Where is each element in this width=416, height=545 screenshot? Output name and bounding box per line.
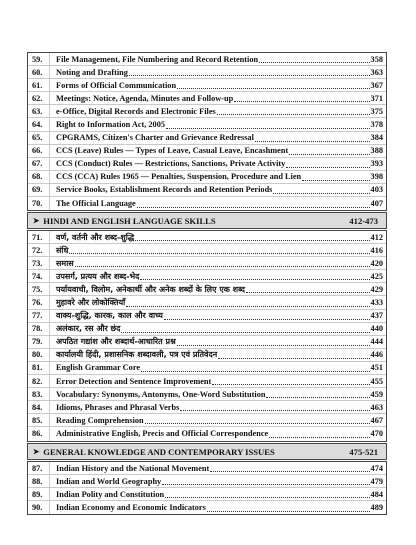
entry-page-number: 416 xyxy=(370,245,383,255)
entry-title-cell xyxy=(50,375,386,387)
entry-title: Indian and World Geography xyxy=(56,476,162,486)
entry-title: Idioms, Phrases and Phrasal Verbs xyxy=(56,402,180,412)
entry-title: समास xyxy=(56,258,74,268)
entry-title-cell xyxy=(50,349,386,361)
entry-title-cell xyxy=(50,362,386,374)
section-title: GENERAL KNOWLEDGE AND CONTEMPORARY ISSUES xyxy=(43,446,275,457)
entry-number: 84. xyxy=(28,401,50,413)
toc-entry xyxy=(28,197,386,210)
entry-number: 61. xyxy=(28,79,50,91)
entry-title-cell xyxy=(50,488,386,500)
entry-page-number: 459 xyxy=(370,389,383,399)
entry-title: File Management, File Numbering and Record Retention xyxy=(56,54,259,64)
entry-page-number: 388 xyxy=(370,146,383,156)
entry-number: 83. xyxy=(28,388,50,400)
entry-number: 74. xyxy=(28,270,50,282)
entry-page-number: 412 xyxy=(370,232,383,242)
entry-number: 70. xyxy=(28,197,50,210)
section-page-range: 412-473 xyxy=(349,215,378,226)
entry-title: मुहावरे और लोकोक्तियाँ xyxy=(56,298,126,308)
toc-entry xyxy=(28,145,386,158)
entry-page-number: 484 xyxy=(370,489,383,499)
entry-title-cell xyxy=(50,145,386,157)
entry-number: 73. xyxy=(28,257,50,269)
entry-title: CCS (Leave) Rules — Types of Leave, Casual Leave, Encashment xyxy=(56,146,289,156)
toc-entry xyxy=(28,118,386,131)
dot-leader xyxy=(164,312,370,320)
entry-page-number: 425 xyxy=(370,271,383,281)
entry-number: 88. xyxy=(28,475,50,487)
entry-title: Indian Polity and Constitution xyxy=(56,489,165,499)
dot-leader xyxy=(246,285,370,293)
entry-page-number: 375 xyxy=(370,106,383,116)
entry-title-cell xyxy=(50,323,386,335)
entry-title: CCS (CCA) Rules 1965 — Penalties, Suspension, Procedure and Lien xyxy=(56,172,302,182)
toc-entry xyxy=(28,105,386,118)
dot-leader xyxy=(141,364,370,372)
entry-title: Meetings: Notice, Agenda, Minutes and Follow-up xyxy=(56,93,234,103)
entry-number: 90. xyxy=(28,501,50,514)
chevron-right-icon: ➤ xyxy=(33,216,40,225)
entry-title: CPGRAMS, Citizen's Charter and Grievance Redressal xyxy=(56,133,254,143)
toc-entry xyxy=(28,171,386,184)
entry-title-cell xyxy=(50,244,386,256)
entry-title: पर्यायवाची, विलोम, अनेकार्थी और अनेक शब्दों के लिए एक शब्द xyxy=(56,284,246,294)
dot-leader xyxy=(273,186,369,194)
entry-number: 87. xyxy=(28,462,50,474)
toc-entry xyxy=(28,488,386,501)
dot-leader xyxy=(210,464,369,472)
entry-title: Reading Comprehension xyxy=(56,415,144,425)
entry-title-cell xyxy=(50,184,386,196)
dot-leader xyxy=(140,272,369,280)
toc-entry xyxy=(28,270,386,283)
entry-title-cell xyxy=(50,283,386,295)
dot-leader xyxy=(255,134,370,142)
entry-number: 63. xyxy=(28,105,50,117)
entry-number: 65. xyxy=(28,132,50,144)
dot-leader xyxy=(217,107,370,115)
entry-page-number: 393 xyxy=(370,159,383,169)
toc-entry xyxy=(28,427,386,440)
entry-title: e-Office, Digital Records and Electronic Files xyxy=(56,106,216,116)
entry-title-cell xyxy=(50,66,386,78)
entry-page-number: 398 xyxy=(370,172,383,182)
dot-leader xyxy=(121,325,369,333)
entry-title-cell xyxy=(50,257,386,269)
toc-entry xyxy=(28,257,386,270)
entry-page-number: 446 xyxy=(370,350,383,360)
entry-title-cell xyxy=(50,388,386,400)
entry-page-number: 451 xyxy=(370,363,383,373)
entry-title-cell xyxy=(50,270,386,282)
dot-leader xyxy=(177,81,369,89)
entry-title-cell xyxy=(50,336,386,348)
dot-leader xyxy=(302,173,369,181)
entry-page-number: 440 xyxy=(370,324,383,334)
entry-page-number: 470 xyxy=(370,429,383,439)
dot-leader xyxy=(145,416,370,424)
dot-leader xyxy=(137,200,370,208)
section-header-language-skills xyxy=(27,212,387,229)
entry-page-number: 455 xyxy=(370,376,383,386)
entry-title-cell xyxy=(50,475,386,487)
entry-page-number: 444 xyxy=(370,337,383,347)
entry-title: वर्ण, वर्तनी और शब्द-शुद्धि xyxy=(56,232,135,242)
dot-leader xyxy=(166,121,370,129)
dot-leader xyxy=(75,259,370,267)
dot-leader xyxy=(126,299,369,307)
dot-leader xyxy=(165,490,369,498)
entry-title: Right to Information Act, 2005 xyxy=(56,120,166,130)
toc-entry xyxy=(28,79,386,92)
entry-title-cell xyxy=(50,310,386,322)
entry-number: 76. xyxy=(28,296,50,308)
entry-number: 89. xyxy=(28,488,50,500)
toc-entry xyxy=(28,336,386,349)
toc-entry xyxy=(28,296,386,309)
toc-entry xyxy=(28,414,386,427)
dot-leader xyxy=(129,68,370,76)
entry-page-number: 463 xyxy=(370,402,383,412)
entry-number: 64. xyxy=(28,118,50,130)
entry-title: Administrative English, Precis and Official Correspondence xyxy=(56,429,269,439)
entry-title-cell xyxy=(50,427,386,440)
section-title: HINDI AND ENGLISH LANGUAGE SKILLS xyxy=(43,215,216,226)
entry-number: 62. xyxy=(28,92,50,104)
toc-block-language xyxy=(27,230,387,442)
entry-title: वाक्य-शुद्धि, कारक, काल और वाच्य xyxy=(56,311,163,321)
toc-entry xyxy=(28,475,386,488)
entry-title: संधि xyxy=(56,245,69,255)
dot-leader xyxy=(286,160,369,168)
entry-title: कार्यालयी हिंदी, प्रशासनिक शब्दावली, पत्र एवं प्रतिवेदन xyxy=(56,350,218,360)
entry-number: 67. xyxy=(28,158,50,170)
dot-leader xyxy=(266,390,369,398)
entry-page-number: 437 xyxy=(370,311,383,321)
entry-title: अपठित गद्यांश और शब्दार्थ-आधारित प्रश्न xyxy=(56,337,176,347)
dot-leader xyxy=(177,338,370,346)
dot-leader xyxy=(269,430,369,438)
entry-number: 72. xyxy=(28,244,50,256)
toc-entry xyxy=(28,132,386,145)
entry-title: Service Books, Establishment Records and Retention Periods xyxy=(56,185,273,195)
entry-title-cell xyxy=(50,231,386,243)
section-header-general-knowledge xyxy=(27,443,387,460)
entry-page-number: 363 xyxy=(370,67,383,77)
entry-page-number: 433 xyxy=(370,298,383,308)
entry-title-cell xyxy=(50,501,386,514)
entry-page-number: 467 xyxy=(370,415,383,425)
toc-entry xyxy=(28,462,386,475)
entry-title-cell xyxy=(50,462,386,474)
entry-page-number: 358 xyxy=(370,54,383,64)
entry-number: 68. xyxy=(28,171,50,183)
dot-leader xyxy=(162,477,369,485)
entry-page-number: 403 xyxy=(370,185,383,195)
entry-page-number: 429 xyxy=(370,284,383,294)
entry-page-number: 384 xyxy=(370,133,383,143)
section-page-range: 475-521 xyxy=(349,446,378,457)
entry-number: 71. xyxy=(28,231,50,243)
entry-title: उपसर्ग, प्रत्यय और शब्द-भेद xyxy=(56,271,140,281)
entry-title: Forms of Official Communication xyxy=(56,80,177,90)
dot-leader xyxy=(207,504,370,512)
entry-page-number: 378 xyxy=(370,120,383,130)
entry-title-cell xyxy=(50,92,386,104)
toc-block-general-knowledge xyxy=(27,461,387,515)
dot-leader xyxy=(69,246,369,254)
entry-title-cell xyxy=(50,79,386,91)
entry-page-number: 371 xyxy=(370,93,383,103)
toc-entry xyxy=(28,349,386,362)
toc-entry xyxy=(28,92,386,105)
entry-number: 85. xyxy=(28,414,50,426)
entry-title: अलंकार, रस और छंद xyxy=(56,324,121,334)
toc-entry xyxy=(28,184,386,197)
dot-leader xyxy=(212,377,369,385)
entry-title: Indian History and the National Movement xyxy=(56,463,210,473)
chevron-right-icon: ➤ xyxy=(33,447,40,456)
entry-number: 81. xyxy=(28,362,50,374)
entry-title-cell xyxy=(50,158,386,170)
toc-entry xyxy=(28,283,386,296)
toc-block-administration xyxy=(27,52,387,211)
entry-title-cell xyxy=(50,132,386,144)
dot-leader xyxy=(259,55,369,63)
entry-number: 75. xyxy=(28,283,50,295)
dot-leader xyxy=(180,403,369,411)
entry-number: 60. xyxy=(28,66,50,78)
entry-number: 77. xyxy=(28,310,50,322)
dot-leader xyxy=(234,94,369,102)
toc-entry xyxy=(28,53,386,66)
entry-page-number: 407 xyxy=(370,199,383,209)
entry-title: Vocabulary: Synonyms, Antonyms, One-Word Substitution xyxy=(56,389,266,399)
toc-entry xyxy=(28,244,386,257)
entry-number: 69. xyxy=(28,184,50,196)
dot-leader xyxy=(218,351,369,359)
toc-entry xyxy=(28,323,386,336)
entry-number: 66. xyxy=(28,145,50,157)
entry-title: CCS (Conduct) Rules — Restrictions, Sanctions, Private Activity xyxy=(56,159,286,169)
entry-page-number: 479 xyxy=(370,476,383,486)
entry-title: Error Detection and Sentence Improvement xyxy=(56,376,212,386)
entry-title-cell xyxy=(50,105,386,117)
entry-page-number: 367 xyxy=(370,80,383,90)
entry-title: English Grammar Core xyxy=(56,363,141,373)
toc-entry xyxy=(28,388,386,401)
dot-leader xyxy=(289,147,369,155)
entry-title-cell xyxy=(50,296,386,308)
toc-entry xyxy=(28,66,386,79)
entry-number: 82. xyxy=(28,375,50,387)
entry-number: 59. xyxy=(28,53,50,65)
entry-page-number: 489 xyxy=(370,503,383,513)
toc-entry xyxy=(28,501,386,514)
dot-leader xyxy=(135,233,369,241)
entry-title-cell xyxy=(50,53,386,65)
entry-title-cell xyxy=(50,118,386,130)
entry-title: The Official Language xyxy=(56,199,136,209)
entry-title: Indian Economy and Economic Indicators xyxy=(56,503,206,513)
toc-entry xyxy=(28,362,386,375)
entry-number: 86. xyxy=(28,427,50,440)
entry-title: Noting and Drafting xyxy=(56,67,128,77)
entry-page-number: 420 xyxy=(370,258,383,268)
entry-title-cell xyxy=(50,197,386,210)
entry-title-cell xyxy=(50,401,386,413)
toc-entry xyxy=(28,158,386,171)
entry-title-cell xyxy=(50,414,386,426)
entry-number: 78. xyxy=(28,323,50,335)
toc-entry xyxy=(28,231,386,244)
entry-page-number: 474 xyxy=(370,463,383,473)
entry-number: 79. xyxy=(28,336,50,348)
toc-entry xyxy=(28,310,386,323)
entry-title-cell xyxy=(50,171,386,183)
toc-entry xyxy=(28,375,386,388)
toc-entry xyxy=(28,401,386,414)
entry-number: 80. xyxy=(28,349,50,361)
